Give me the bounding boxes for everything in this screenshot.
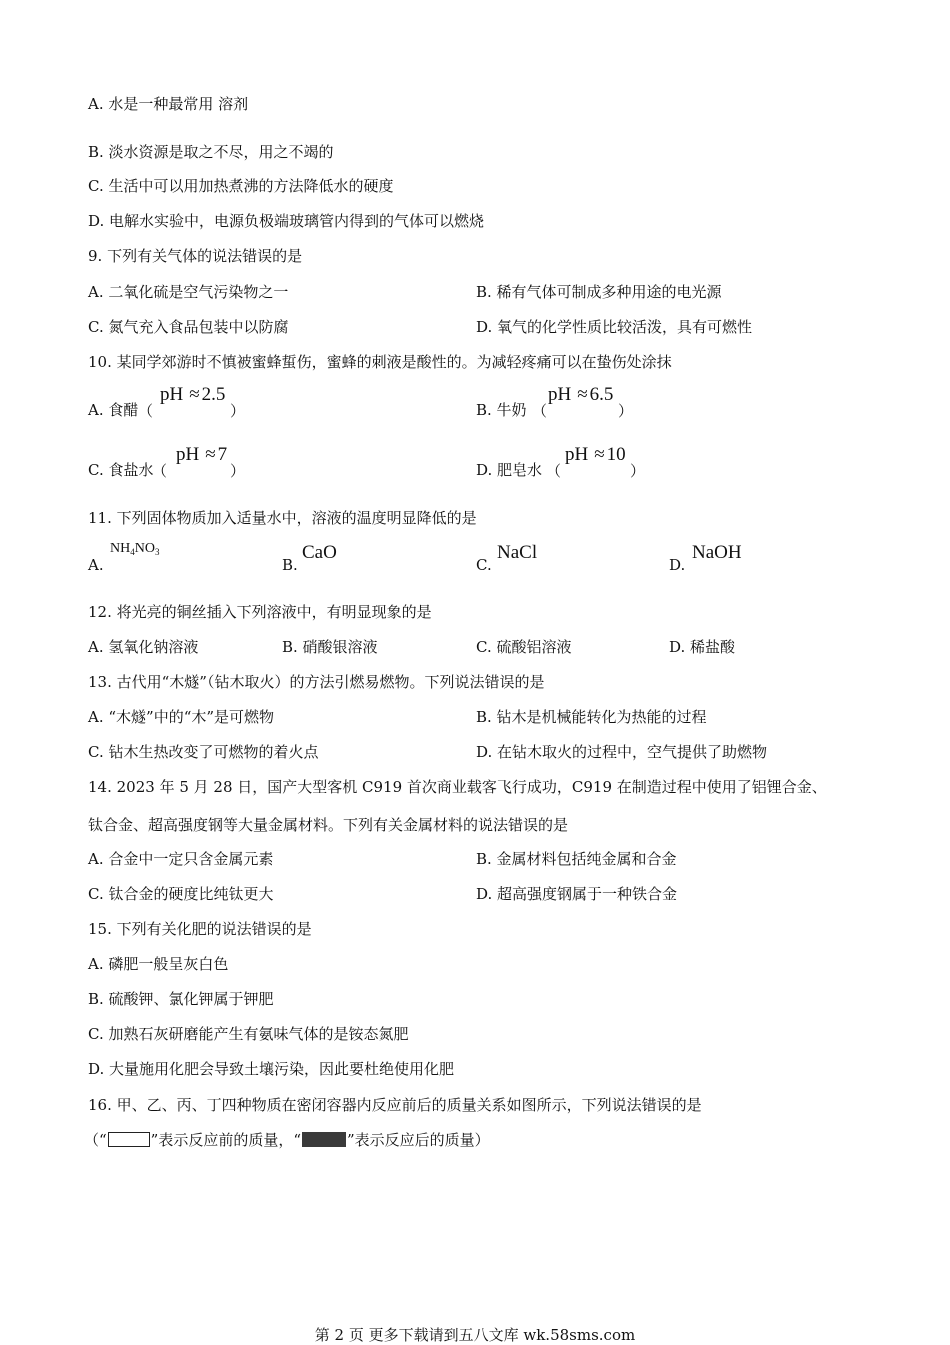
- ph-value: 7: [217, 444, 228, 465]
- ph-label: pH: [176, 444, 200, 465]
- q10-option-d-ph: [565, 444, 626, 466]
- q10-option-a-close-paren: ）: [230, 402, 246, 420]
- q13-option-c: C. 钻木生热改变了可燃物的着火点: [88, 743, 319, 761]
- q10-option-b-close-paren: ）: [618, 402, 634, 420]
- q10-option-a-open-paren: （: [138, 402, 154, 420]
- q14-option-c: C. 钛合金的硬度比纯钛更大: [88, 885, 274, 903]
- q11-option-d-formula: NaOH: [692, 542, 742, 563]
- q14-option-b: B. 金属材料包括纯金属和合金: [476, 850, 677, 868]
- ph-label: pH: [565, 444, 589, 465]
- q15-option-c: C. 加熟石灰研磨能产生有氨味气体的是铵态氮肥: [88, 1025, 409, 1043]
- q10-option-c-label: C. 食盐水: [88, 461, 154, 479]
- q9-option-b: B. 稀有气体可制成多种用途的电光源: [476, 283, 722, 301]
- q13-option-d: D. 在钻木取火的过程中，空气提供了助燃物: [476, 743, 768, 761]
- q10-option-a-ph: [160, 384, 225, 406]
- q9-option-d: D. 氧气的化学性质比较活泼，具有可燃性: [476, 318, 753, 336]
- approx-sign: ≈: [594, 444, 605, 465]
- q11-option-d-label: D.: [669, 556, 686, 574]
- q14-stem-line2: 钛合金、超高强度钢等大量金属材料。下列有关金属材料的说法错误的是: [88, 816, 569, 834]
- q15-stem: 15. 下列有关化肥的说法错误的是: [88, 920, 312, 938]
- formula-sub-4: 4: [130, 547, 135, 557]
- q11-option-b-label: B.: [282, 556, 298, 574]
- q11-option-a-label: A.: [88, 556, 104, 574]
- formula-sub-3: 3: [154, 547, 160, 557]
- formula-no: NO: [134, 541, 155, 556]
- q12-option-d: D. 稀盐酸: [669, 638, 736, 656]
- q11-stem: 11. 下列固体物质加入适量水中，溶液的温度明显降低的是: [88, 509, 477, 527]
- q10-option-d-label: D. 肥皂水: [476, 461, 543, 479]
- ph-value: 10: [606, 444, 626, 465]
- page-footer: 第 2 页 更多下载请到五八文库 wk.58sms.com: [314, 1326, 636, 1344]
- q13-option-a: A. “木燧”中的“木”是可燃物: [88, 708, 275, 726]
- q15-option-a: A. 磷肥一般呈灰白色: [88, 955, 229, 973]
- approx-sign: ≈: [189, 384, 200, 405]
- q11-option-c-label: C.: [476, 556, 492, 574]
- approx-sign: ≈: [577, 384, 588, 405]
- q8-option-a: A. 水是一种最常用 溶剂: [88, 95, 249, 113]
- ph-value: 2.5: [201, 384, 226, 405]
- q10-option-b-open-paren: （: [532, 402, 548, 420]
- approx-sign: ≈: [205, 444, 216, 465]
- q16-stem: 16. 甲、乙、丙、丁四种物质在密闭容器内反应前后的质量关系如图所示，下列说法错误的是: [88, 1096, 702, 1114]
- q10-option-c-open-paren: （: [152, 462, 168, 480]
- legend-prefix: （“: [84, 1131, 107, 1149]
- q11-option-b-formula: CaO: [302, 542, 337, 563]
- q12-option-a: A. 氢氧化钠溶液: [88, 638, 199, 656]
- q11-option-c-formula: NaCl: [497, 542, 538, 563]
- q10-option-c-ph: [176, 444, 227, 466]
- q12-stem: 12. 将光亮的铜丝插入下列溶液中，有明显现象的是: [88, 603, 432, 621]
- q14-option-d: D. 超高强度钢属于一种铁合金: [476, 885, 678, 903]
- ph-label: pH: [160, 384, 184, 405]
- q14-stem-line1: 14. 2023 年 5 月 28 日，国产大型客机 C919 首次商业载客飞行成功，C919 在制造过程中使用了铝锂合金、: [88, 778, 827, 796]
- formula-nh: NH: [110, 541, 131, 556]
- q9-stem: 9. 下列有关气体的说法错误的是: [88, 247, 303, 265]
- q10-option-b-ph: [548, 384, 613, 406]
- ph-label: pH: [548, 384, 572, 405]
- before-reaction-swatch-icon: [108, 1132, 150, 1147]
- q13-stem: 13. 古代用“木燧”（钻木取火）的方法引燃易燃物。下列说法错误的是: [88, 673, 545, 691]
- ph-value: 6.5: [589, 384, 614, 405]
- q10-option-d-open-paren: （: [546, 462, 562, 480]
- legend-before-text: ”表示反应前的质量，“: [150, 1131, 302, 1149]
- legend-after-text: ”表示反应后的质量）: [347, 1131, 490, 1149]
- q12-option-c: C. 硫酸铝溶液: [476, 638, 572, 656]
- q9-option-a: A. 二氧化硫是空气污染物之一: [88, 283, 289, 301]
- q9-option-c: C. 氮气充入食品包装中以防腐: [88, 318, 289, 336]
- q15-option-b: B. 硫酸钾、氯化钾属于钾肥: [88, 990, 274, 1008]
- q8-option-b: B. 淡水资源是取之不尽，用之不竭的: [88, 143, 334, 161]
- q8-option-c: C. 生活中可以用加热煮沸的方法降低水的硬度: [88, 177, 394, 195]
- after-reaction-swatch-icon: [302, 1132, 346, 1147]
- q10-stem: 10. 某同学郊游时不慎被蜜蜂蜇伤，蜜蜂的刺液是酸性的。为减轻疼痛可以在蛰伤处涂抹: [88, 353, 672, 371]
- q12-option-b: B. 硝酸银溶液: [282, 638, 378, 656]
- q10-option-c-close-paren: ）: [230, 462, 246, 480]
- q10-option-d-close-paren: ）: [630, 462, 646, 480]
- q15-option-d: D. 大量施用化肥会导致土壤污染，因此要杜绝使用化肥: [88, 1060, 455, 1078]
- q13-option-b: B. 钻木是机械能转化为热能的过程: [476, 708, 707, 726]
- q16-legend: [84, 1130, 490, 1150]
- q11-option-a-formula: [110, 541, 159, 557]
- q14-option-a: A. 合金中一定只含金属元素: [88, 850, 274, 868]
- q10-option-b-label: B. 牛奶: [476, 401, 527, 419]
- q10-option-a-label: A. 食醋: [88, 401, 139, 419]
- q8-option-d: D. 电解水实验中，电源负极端玻璃管内得到的气体可以燃烧: [88, 212, 485, 230]
